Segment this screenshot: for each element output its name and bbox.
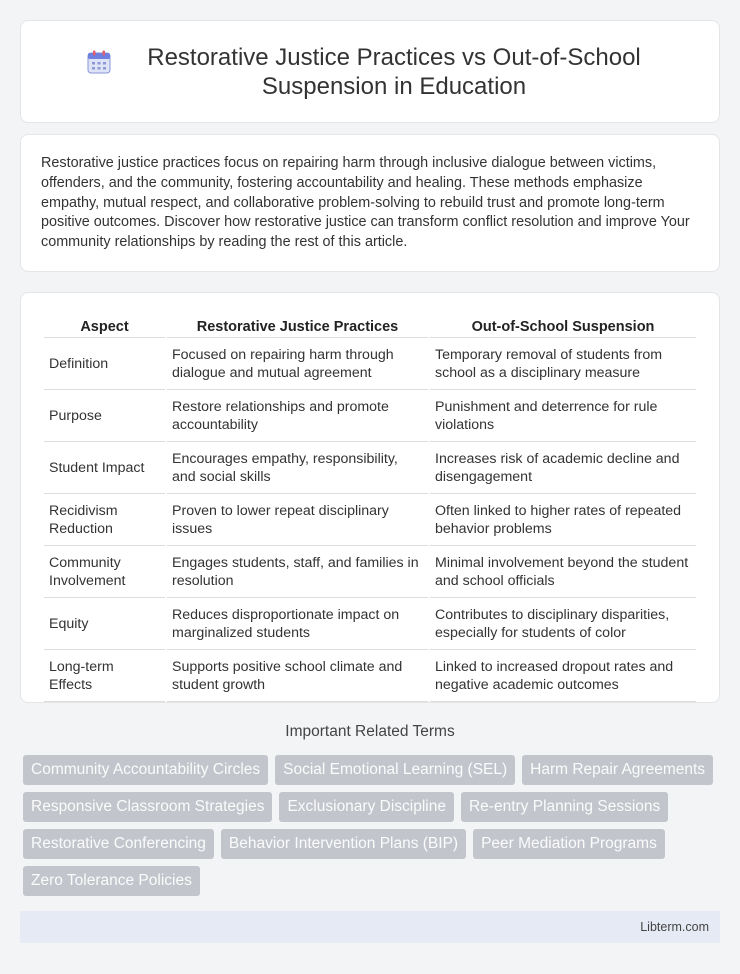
header-aspect: Aspect	[44, 315, 165, 338]
cell-suspension: Temporary removal of students from school as a disciplinary measure	[430, 340, 696, 390]
related-term-tag[interactable]: Community Accountability Circles	[23, 755, 268, 785]
table-row	[44, 340, 696, 390]
cell-aspect: Community Involvement	[44, 548, 165, 598]
related-term-tag[interactable]: Peer Mediation Programs	[473, 829, 665, 859]
table-row	[44, 548, 696, 598]
cell-suspension: Contributes to disciplinary disparities, especially for students of color	[430, 600, 696, 650]
header-restorative: Restorative Justice Practices	[167, 315, 428, 338]
related-term-tag[interactable]: Re-entry Planning Sessions	[461, 792, 668, 822]
table-row	[44, 444, 696, 494]
cell-restorative: Restore relationships and promote accountability	[167, 392, 428, 442]
cell-suspension: Linked to increased dropout rates and negative academic outcomes	[430, 652, 696, 702]
cell-restorative: Focused on repairing harm through dialogue and mutual agreement	[167, 340, 428, 390]
cell-restorative: Engages students, staff, and families in resolution	[167, 548, 428, 598]
cell-suspension: Punishment and deterrence for rule violations	[430, 392, 696, 442]
cell-suspension: Minimal involvement beyond the student and school officials	[430, 548, 696, 598]
related-term-tag[interactable]: Behavior Intervention Plans (BIP)	[221, 829, 466, 859]
cell-aspect: Long-term Effects	[44, 652, 165, 702]
table-header-row	[44, 315, 696, 338]
cell-suspension: Often linked to higher rates of repeated behavior problems	[430, 496, 696, 546]
footer	[20, 911, 720, 943]
related-term-tag[interactable]: Social Emotional Learning (SEL)	[275, 755, 515, 785]
related-term-tag[interactable]: Restorative Conferencing	[23, 829, 214, 859]
comparison-table	[42, 313, 698, 704]
intro-paragraph: Restorative justice practices focus on repairing harm through inclusive dialogue between victims, offenders, and the community, fostering accountability and healing. These methods emphasize empathy, mutual respect, and collaborative problem-solving to rebuild trust and promote long-term positive outcomes. Discover how restorative justice can transform conflict resolution and improve Your community relationships by reading the rest of this article.	[41, 155, 690, 251]
related-terms-title: Important Related Terms	[285, 723, 455, 740]
title-card	[20, 20, 720, 123]
calendar-icon	[86, 49, 112, 75]
cell-restorative: Supports positive school climate and student growth	[167, 652, 428, 702]
cell-aspect: Recidivism Reduction	[44, 496, 165, 546]
cell-aspect: Purpose	[44, 392, 165, 442]
cell-restorative: Encourages empathy, responsibility, and social skills	[167, 444, 428, 494]
intro-card	[20, 134, 720, 272]
related-terms-list	[23, 755, 723, 896]
related-term-tag[interactable]: Responsive Classroom Strategies	[23, 792, 272, 822]
cell-aspect: Equity	[44, 600, 165, 650]
cell-aspect: Definition	[44, 340, 165, 390]
page-title: Restorative Justice Practices vs Out-of-School Suspension in Education	[147, 43, 641, 100]
cell-aspect: Student Impact	[44, 444, 165, 494]
header-suspension: Out-of-School Suspension	[430, 315, 696, 338]
table-row	[44, 652, 696, 702]
related-term-tag[interactable]: Harm Repair Agreements	[522, 755, 713, 785]
cell-suspension: Increases risk of academic decline and disengagement	[430, 444, 696, 494]
cell-restorative: Reduces disproportionate impact on marginalized students	[167, 600, 428, 650]
comparison-card	[20, 292, 720, 703]
table-row	[44, 600, 696, 650]
cell-restorative: Proven to lower repeat disciplinary issues	[167, 496, 428, 546]
table-row	[44, 392, 696, 442]
footer-site[interactable]: Libterm.com	[640, 920, 709, 934]
related-term-tag[interactable]: Exclusionary Discipline	[279, 792, 454, 822]
table-row	[44, 496, 696, 546]
related-term-tag[interactable]: Zero Tolerance Policies	[23, 866, 200, 896]
